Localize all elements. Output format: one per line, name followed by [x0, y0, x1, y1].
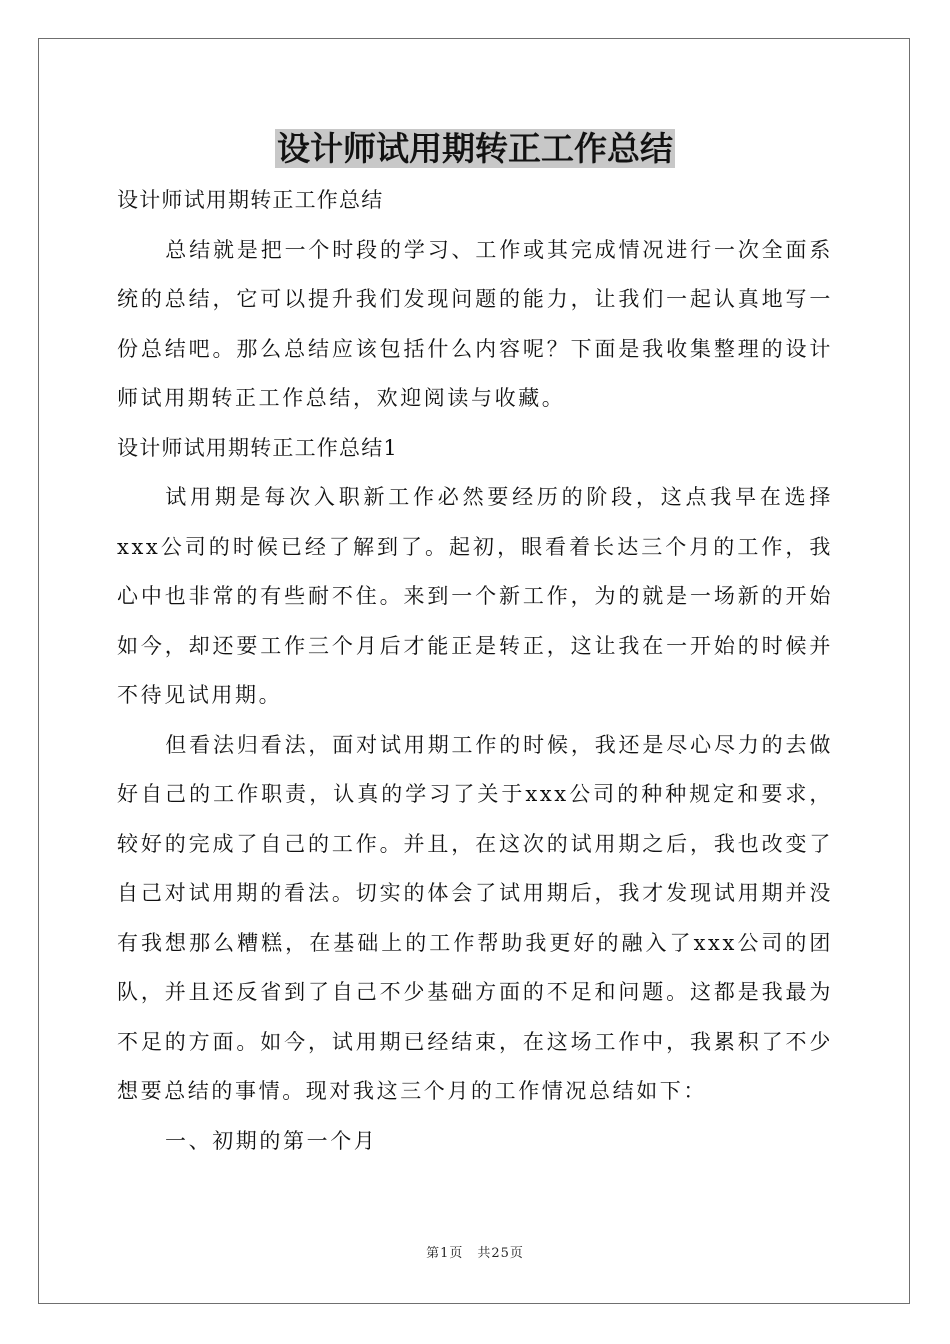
document-subtitle: 设计师试用期转正工作总结	[117, 188, 384, 212]
document-body	[117, 176, 833, 1166]
page-footer: 第1页 共25页	[426, 1246, 524, 1261]
document-title	[0, 128, 950, 170]
document-title-text: 设计师试用期转正工作总结	[277, 129, 673, 168]
section-heading: 一、初期的第一个月	[165, 1128, 378, 1153]
section-title: 设计师试用期转正工作总结1	[117, 435, 398, 460]
paragraph-1: 试用期是每次入职新工作必然要经历的阶段，这点我早在选择xxx公司的时候已经了解到了。起初，眼看着长达三个月的工作，我心中也非常的有些耐不住。来到一个新工作，为的就是一场新的开始如今，却还要工作三个月后才能正是转正，这让我在一开始的时候并不待见试用期。	[117, 485, 833, 707]
paragraph-2: 但看法归看法，面对试用期工作的时候，我还是尽心尽力的去做好自己的工作职责，认真的学习了关于xxx公司的种种规定和要求，较好的完成了自己的工作。并且，在这次的试用期之后，我也改变了自己对试用期的看法。切实的体会了试用期后，我才发现试用期并没有我想那么糟糕，在基础上的工作帮助我更好的融入了xxx公司的团队，并且还反省到了自己不少基础方面的不足和问题。这都是我最为不足的方面。如今，试用期已经结束，在这场工作中，我累积了不少想要总结的事情。现对我这三个月的工作情况总结如下：	[117, 732, 833, 1103]
intro-paragraph: 总结就是把一个时段的学习、工作或其完成情况进行一次全面系统的总结，它可以提升我们发现问题的能力，让我们一起认真地写一份总结吧。那么总结应该包括什么内容呢？下面是我收集整理的设计师试用期转正工作总结，欢迎阅读与收藏。	[117, 237, 833, 410]
